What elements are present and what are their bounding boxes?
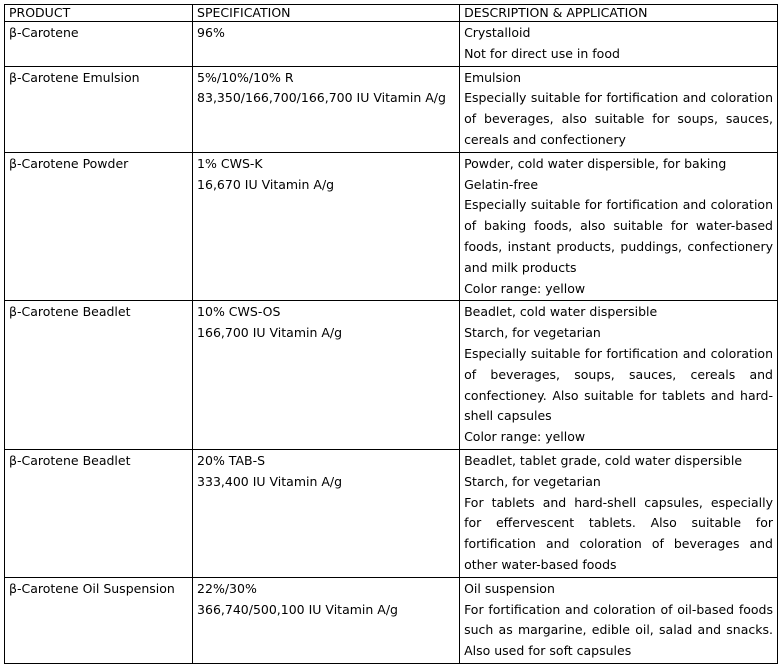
desc-line: Beadlet, tablet grade, cold water dispersible xyxy=(464,452,743,468)
desc-line: Starch, for vegetarian xyxy=(464,473,601,489)
spec-cell xyxy=(193,449,460,577)
spec-cell xyxy=(193,22,460,67)
desc-paragraph: For fortification and coloration of oil-based foods such as margarine, edible oil, salad and snacks. Also used for soft capsules xyxy=(464,601,773,659)
desc-line: Color range: yellow xyxy=(464,429,586,445)
spec-cell xyxy=(193,152,460,301)
spec-line: 366,740/500,100 IU Vitamin A/g xyxy=(197,601,398,617)
header-description: DESCRIPTION & APPLICATION xyxy=(460,5,778,22)
spec-cell xyxy=(193,577,460,663)
desc-paragraph: For tablets and hard-shell capsules, especially for effervescent tablets. Also suitable for fortification and coloration of beverages and other water-based foods xyxy=(464,494,773,572)
spec-line: 1% CWS-K xyxy=(197,155,263,171)
spec-line: 5%/10%/10% R xyxy=(197,69,294,85)
header-product: PRODUCT xyxy=(5,5,193,22)
desc-line: Beadlet, cold water dispersible xyxy=(464,304,658,320)
product-name: β-Carotene Oil Suspension xyxy=(9,580,175,596)
product-name: β-Carotene Beadlet xyxy=(9,304,131,320)
description-cell xyxy=(460,449,778,577)
table-row xyxy=(5,449,778,577)
desc-line: Crystalloid xyxy=(464,25,531,40)
spec-line: 22%/30% xyxy=(197,580,257,596)
desc-line: Color range: yellow xyxy=(464,280,586,296)
product-cell xyxy=(5,449,193,577)
header-specification: SPECIFICATION xyxy=(193,5,460,22)
desc-line: Starch, for vegetarian xyxy=(464,325,601,341)
desc-line: Emulsion xyxy=(464,69,522,85)
desc-line: Gelatin-free xyxy=(464,176,539,192)
product-spec-table xyxy=(4,4,778,664)
table-row xyxy=(5,22,778,67)
description-cell xyxy=(460,152,778,301)
table-row xyxy=(5,66,778,152)
spec-line: 333,400 IU Vitamin A/g xyxy=(197,473,343,489)
product-name: β-Carotene Powder xyxy=(9,155,129,171)
product-cell xyxy=(5,152,193,301)
product-cell xyxy=(5,301,193,450)
table-row xyxy=(5,577,778,663)
desc-line: Powder, cold water dispersible, for baking xyxy=(464,155,727,171)
description-cell xyxy=(460,66,778,152)
spec-line: 16,670 IU Vitamin A/g xyxy=(197,176,335,192)
product-name: β-Carotene Emulsion xyxy=(9,69,140,85)
product-cell xyxy=(5,66,193,152)
desc-line: Oil suspension xyxy=(464,580,555,596)
spec-cell xyxy=(193,301,460,450)
product-name: β-Carotene Beadlet xyxy=(9,452,131,468)
spec-line: 96% xyxy=(197,25,225,40)
desc-paragraph: Especially suitable for fortification and coloration of baking foods, also suitable for water-based foods, instant products, puddings, confectionery and milk products xyxy=(464,197,773,275)
spec-line: 166,700 IU Vitamin A/g xyxy=(197,325,343,341)
description-cell xyxy=(460,22,778,67)
table-row xyxy=(5,152,778,301)
spec-cell xyxy=(193,66,460,152)
desc-paragraph: Especially suitable for fortification and coloration of beverages, also suitable for soups, sauces, cereals and confectionery xyxy=(464,90,773,147)
product-cell xyxy=(5,22,193,67)
description-cell xyxy=(460,301,778,450)
table-row xyxy=(5,301,778,450)
desc-line: Not for direct use in food xyxy=(464,45,620,61)
spec-line: 10% CWS-OS xyxy=(197,304,281,320)
header-row xyxy=(5,5,778,22)
desc-paragraph: Especially suitable for fortification and coloration of beverages, soups, sauces, cereals and confectioney. Also suitable for tablets and hard-shell capsules xyxy=(464,345,773,424)
product-name: β-Carotene xyxy=(9,25,79,40)
spec-line: 83,350/166,700/166,700 IU Vitamin A/g xyxy=(197,90,446,106)
description-cell xyxy=(460,577,778,663)
spec-line: 20% TAB-S xyxy=(197,452,266,468)
product-cell xyxy=(5,577,193,663)
